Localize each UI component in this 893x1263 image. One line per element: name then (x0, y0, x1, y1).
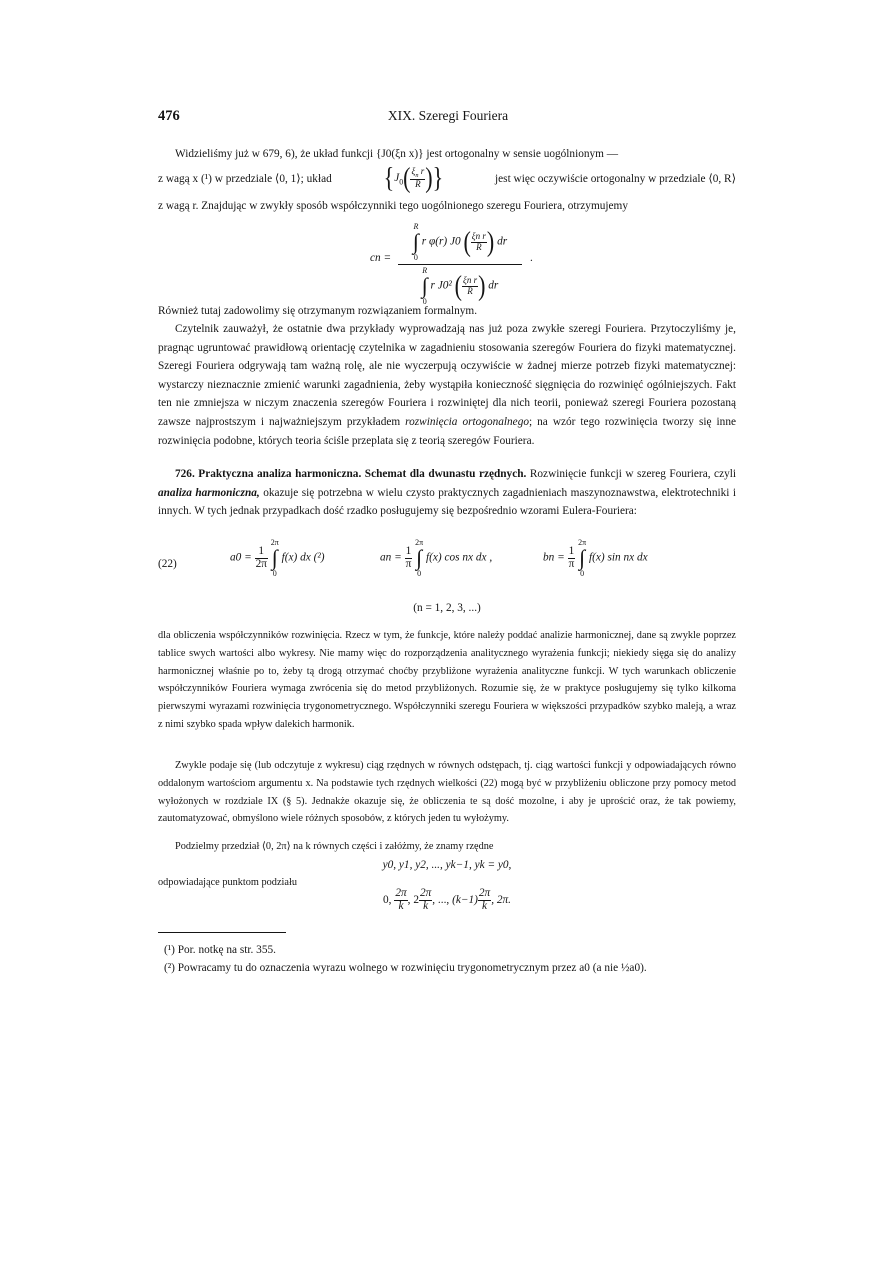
para3-italic: rozwinięcia ortogonalnego (405, 415, 529, 428)
running-head: XIX. Szeregi Fouriera (387, 108, 509, 123)
eq22-label: (22) (158, 558, 177, 570)
para1-line2-end: jest więc oczywiście ortogonalny w przedziale ⟨0, R⟩ (495, 172, 736, 185)
eq22-n-range: (n = 1, 2, 3, ...) (413, 602, 481, 614)
footnote-1: (¹) Por. notkę na str. 355. (164, 944, 276, 956)
page-number: 476 (158, 108, 180, 124)
cn-formula: cn = R ∫ 0 r φ(r) J0 ( $\frac{\text{ξn r}}{R}$ ) dr R ∫ 0 r J0² ( $\frac{\text{ξn r}}{R}$ ) dr . (370, 222, 533, 306)
division-points: 0, $\frac{2\pi}{k}$ , 2 $\frac{2\pi}{k}$ , ..., (k−1) $\frac{2\pi}{k}$ , 2π. (383, 887, 511, 912)
eq22-an: an = $\frac{1}{\pi}$ 2π ∫ 0 f(x) cos nx dx , (380, 538, 493, 578)
cn-numerator: R ∫ 0 r φ(r) J0 ( $\frac{\text{ξn r}}{R}$ ) dr (398, 222, 522, 265)
footnote-2: (²) Powracamy tu do oznaczenia wyrazu wolnego w rozwinięciu trygonometrycznym przez a0 (a nie ½a0). (164, 962, 647, 974)
page-header (158, 108, 738, 128)
para7: odpowiadające punktom podziału (158, 877, 297, 888)
para3: Czytelnik zauważył, że ostatnie dwa przykłady wyprowadzają nas już poza zwykłe szeregi Fouriera. Przytoczyliśmy je, pragnąc ugruntować prawidłową orientację czytelnika w zagadnieniu stosowania szeregów Fouriera do fizyki matematycznej. Szeregi Fouriera odgrywają tam ważną rolę, ale nie wyczerpują oczywiście w żadnej mierze potrzeb fizyki matematycznej: wystarczy nieznacznie zmienić warunki zagadnienia, żeby wystąpiła konieczność sięgnięcia do rozwinięć ogólniejszych. Fakt ten nie zmniejsza w niczym znaczenia szeregów Fouriera i rozwiniętej dla nich teorii, ponieważ szeregi Fouriera pozostaną zawsze najprostszym i najważniejszym przykładem rozwinięcia ortogonalnego; na wzór tego rozwinięcia tworzy się inne rozwinięcia podobne, których teoria ściśle przeplata się z teorią szeregów Fouriera. (158, 323, 736, 447)
para2: Również tutaj zadowolimy się otrzymanym rozwiązaniem formalnym. (158, 305, 478, 317)
para1-line3: z wagą r. Znajdując w zwykły sposób współczynniki tego uogólnionego szeregu Fouriera, otrzymujemy (158, 200, 628, 212)
cn-fraction (398, 222, 522, 306)
section-726: 726. Praktyczna analiza harmoniczna. Schemat dla dwunastu rzędnych. Rozwinięcie funkcji w szereg Fouriera, czyli analiza harmoniczna, okazuje się potrzebna w wielu czysto praktycznych zagadnieniach maszynoznawstwa, elektrotechniki i innych. W tych jednak przypadkach dość rzadko posługujemy się bezpośrednio wzorami Eulera-Fouriera: (158, 468, 737, 518)
para6: Podzielmy przedział ⟨0, 2π⟩ na k równych części i załóżmy, że znamy rzędne (175, 841, 494, 852)
footnote-rule (158, 932, 286, 933)
para5: Zwykle podaje się (lub odczytuje z wykresu) ciąg rzędnych w równych odstępach, tj. ciąg wartości funkcji y odpowiadających równo oddalonym wartościom argumentu x. Na podstawie tych rzędnych wielkości (22) mogą być w przybliżeniu obliczone przy pomocy metod wyłożonych w rozdziale IX (§ 5). Jednakże okazuje się, że obliczenia te są dość mozolne, i aby je uprościć oraz, że tak powiemy, zautomatyzować, obmyślono wiele różnych sposobów, z których jeden tu wyłożymy. (158, 760, 736, 825)
cn-denominator: R ∫ 0 r J0² ( $\frac{\text{ξn r}}{R}$ ) dr (421, 266, 499, 306)
section-726-heading: 726. Praktyczna analiza harmoniczna. Schemat dla dwunastu rzędnych. (175, 468, 527, 480)
inline-system-formula: {$J_0$( $\frac{\xi_n r}{R}$ )} (383, 161, 444, 194)
eq22-bn: bn = $\frac{1}{\pi}$ 2π ∫ 0 f(x) sin nx dx (543, 538, 648, 578)
para4: dla obliczenia współczynników rozwinięcia. Rzecz w tym, że funkcje, które należy poddać analizie harmonicznej, dane są zwykle poprzez tablice swych wartości albo wykresy. Nie mamy więc do rozporządzenia analitycznego wyrażenia funkcji; niekiedy sięga się do analizy harmonicznej właśnie po to, żeby tą drogą otrzymać choćby przybliżone wyrażenia analityczne funkcji. W tych warunkach obliczenie współczynników Fouriera wymaga zwrócenia się do metod przybliżonych. Rozumie się, że w praktyce posługujemy się tylko kilkoma pierwszymi wyrazami rozwinięcia trygonometrycznego. Współczynniki szeregu Fouriera w większości przypadków szybko maleją, a wraz z nimi szybko spada wpływ dalekich harmonik. (158, 630, 736, 730)
cn-lhs: cn = (370, 252, 392, 264)
para1-line2 (158, 161, 736, 194)
para1-line1: Widzieliśmy już w 679, 6), że układ funkcji {J0(ξn x)} jest ortogonalny w sensie uogólnionym — (175, 148, 619, 160)
eq22-a0: a0 = $\frac{1}{2\pi}$ 2π ∫ 0 f(x) dx (²) (230, 538, 325, 578)
ordinates-formula: y0, y1, y2, ..., yk−1, yk = y0, (382, 859, 512, 871)
para1-line2-start: z wagą x (¹) w przedziale ⟨0, 1⟩; układ (158, 172, 332, 185)
equation-22 (158, 538, 736, 598)
